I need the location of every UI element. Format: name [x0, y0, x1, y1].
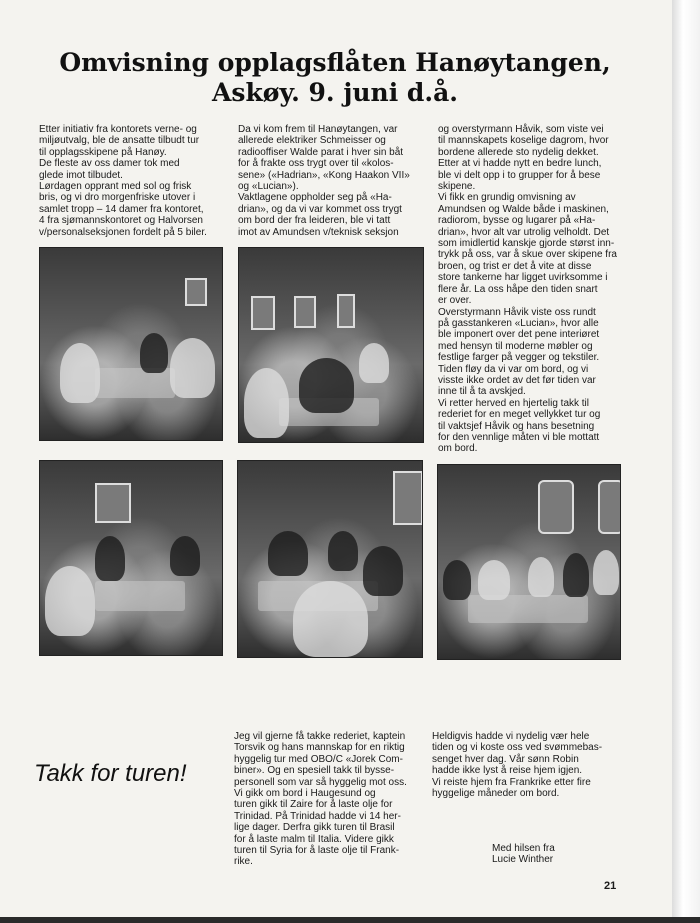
photo-dining-room-4 [237, 460, 423, 658]
photo-dining-room-3 [39, 460, 223, 656]
photo-dining-room-5 [437, 464, 621, 660]
title-line-2: Askøy. 9. juni d.å. [211, 78, 459, 107]
article-column-2: Da vi kom frem til Hanøytangen, var allerede elektriker Schmeisser og radiooffiser Walde parat i hver sin båt for å frakte oss trygt over til «kolos- sene» («Hadrian», «Kong Haakon VII» og «Lucian»). Vaktlagene oppholder seg på «Ha- drian», og da vi var kommet oss trygt om bord der fra leideren, ble vi tatt imot av Amundsen v/teknisk seksjon [238, 124, 410, 238]
title-line-1: Omvisning opplagsflåten Hanøytangen, [59, 48, 611, 77]
letter-column-1: Jeg vil gjerne få takke rederiet, kaptein Torsvik og hans mannskap for en riktig hyggelig tur med OBO/C «Jorek Com- biner». Og en spesiell takk til bysse- personell som var så hyggelig mot oss. Vi gikk om bord i Haugesund og turen gikk til Zaire for å laste olje for Trinidad. På Trinidad hadde vi 14 her- lige dager. Derfra gikk turen til Brasil for å laste malm til Italia. Videre gikk turen til Syria for å laste olje til Frank- rike. [234, 731, 407, 868]
page-edge [672, 0, 700, 923]
photo-dining-room-2 [238, 247, 424, 443]
page-number: 21 [604, 880, 617, 892]
letter-signature: Med hilsen fra Lucie Winther [492, 843, 555, 866]
letter-column-2: Heldigvis hadde vi nydelig vær hele tiden og vi koste oss ved svømmebas- senget hver dag. Vår sønn Robin hadde ikke lyst å reise hjem igjen. Vi reiste hjem fra Frankrike etter fire hyggelige måneder om bord. [432, 731, 603, 800]
article-title [40, 48, 630, 108]
photo-dining-room-1 [39, 247, 223, 441]
letter-heading: Takk for turen! [34, 760, 187, 787]
article-column-1: Etter initiativ fra kontorets verne- og miljøutvalg, ble de ansatte tilbudt tur til opplagsskipene på Hanøy. De fleste av oss damer tok med glede imot tilbudet. Lørdagen opprant med sol og frisk bris, og vi dro morgenfriske utover i samlet tropp – 14 damer fra kontoret, 4 fra sjømannskontoret og Halvorsen v/personalseksjonen fordelt på 5 biler. [39, 124, 207, 238]
article-column-3: og overstyrmann Håvik, som viste vei til mannskapets koselige dagrom, hvor bordene allerede sto nydelig dekket. Etter at vi hadde nytt en bedre lunch, ble vi delt opp i to grupper for å bese skipene. Vi fikk en grundig omvisning av Amundsen og Walde både i maskinen, radiorom, bysse og lugarer på «Ha- drian», hvor alt var utrolig velholdt. Det som imidlertid kanskje gjorde størst inn- trykk på oss, var å skue over skipene fra broen, og trist er det å vite at disse store tankerne har ligget uvirksomme i flere år. La oss håpe den tiden snart er over. Overstyrmann Håvik viste oss rundt på gasstankeren «Lucian», hvor alle ble imponert over det pene interiøret med hensyn til moderne møbler og festlige farger på vegger og tekstiler. Tiden fløy da vi var om bord, og vi visste ikke ordet av det før tiden var inne til å ta avskjed. Vi retter herved en hjertelig takk til rederiet for en meget vellykket tur og til vaktsjef Håvik og hans besetning for den vennlige måten vi ble mottatt om bord. [438, 124, 617, 455]
scan-border [0, 917, 700, 923]
